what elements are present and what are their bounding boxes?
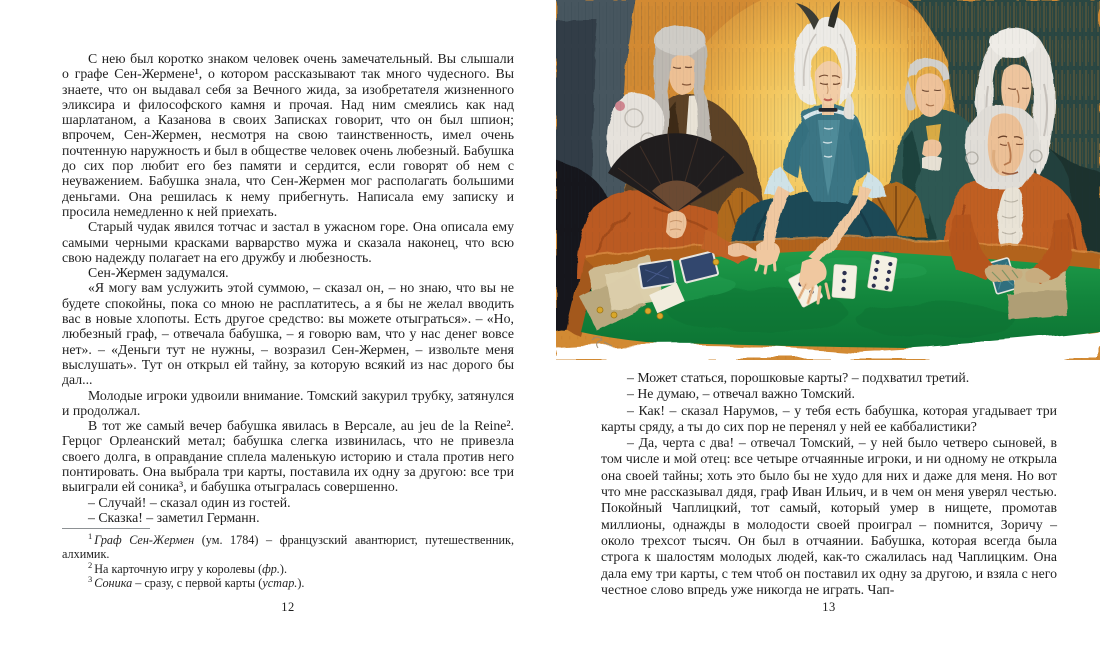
paragraph: Сен-Жермен задумался. [88,265,229,281]
footnote-marker: 1 [88,530,93,541]
card-two [832,264,857,299]
page-right-text [601,370,1057,598]
illustration-card-game [556,0,1100,360]
paragraph-dialogue: – Сказка! – заметил Германн. [88,509,260,525]
footnote-rule [62,528,150,529]
paragraph-dialogue: – Может статься, порошковые карты? – подхватил третий. [627,370,970,385]
paragraph: С нею был коротко знаком человек очень замечательный. Вы слышали о графе Сен-Жермене¹, о котором рассказывают так много чудесного. Вы знаете, что он выдавал себя за Вечного жида, за изобретателя жизненного эликсира и философского камня и прочая. Над ним смеялись как над шарлатаном, а Казанова в своих Записках говорит, что он был шпион; впрочем, Сен-Жермен, несмотря на свою таинственность, имел очень почтенную наружность и был в обществе человек очень любезный. Бабушка до сих пор любит его без памяти и сердится, если говорят об нем с неуважением. Бабушка знала, что Сен-Жермен мог располагать большими деньгами. Она решилась к нему прибегнуть. Написала ему записку и просила немедленно к ней приехать. [62,51,514,219]
footnote-marker: 3 [88,573,93,584]
page-number-right: 13 [822,600,836,614]
footnote-2: $^2$ На карточную игру у королевы (фр.). [88,559,288,576]
paragraph-dialogue: – Не думаю, – отвечал важно Томский. [627,386,855,402]
footnote-3: $^3$ Соника – сразу, с первой карты (устар.). [88,573,305,590]
footnote-1: $^1$ Граф Сен-Жермен (ум. 1784) – французский авантюрист, путешественник, алхимик. [62,530,515,562]
paragraph: «Я могу вам услужить этой суммою, – сказал он, – но знаю, что вы не будете спокойны, пока со мною не расплатитесь, а я бы не желал вводить вас в новые хлопоты. Есть другое средство: вы можете отыграться». – «Но, любезный граф, – отвечала бабушка, – я говорю вам, что у нас денег вовсе нет». – «Деньги тут не нужны, – возразил Сен-Жермен, – извольте меня выслушать». Тут он открыл ей тайну, за которую всякий из нас дорого бы дал... [62,280,514,388]
paragraph-dialogue: – Да, черта с два! – отвечал Томский, – у ней было четверо сыновей, в том числе и мой отец: все четыре отчаянные игроки, и ни одному не открыла она своей тайны; хоть это было бы не худо для них и даже для меня. Но вот что мне рассказывал дядя, граф Иван Ильич, и в чем он меня уверял честью. Покойный Чаплицкий, тот самый, который умер в нищете, промотав миллионы, однажды в молодости своей проиграл – помнится, Зоричу – около трехсот тысяч. Он был в отчаянии. Бабушка, которая всегда была строга к шалостям молодых людей, как-то сжалилась над Чаплицким. Она дала ему три карты, с тем чтоб он поставил их одну за другою, и взяла с него честное слово впредь уже никогда не играть. Чап- [601,435,1057,597]
footnotes-block [62,528,514,590]
card-three [867,254,897,291]
footnote-marker: 2 [88,559,93,570]
illustration-svg [556,0,1100,360]
paragraph-dialogue: – Случай! – сказал один из гостей. [88,494,291,510]
paragraph: Старый чудак явился тотчас и застал в ужасном горе. Она описала ему самыми черными красками варварство мужа и сказала наконец, что всю свою надежду полагает на его дружбу и любезность. [62,219,514,265]
paragraph: Молодые игроки удвоили внимание. Томский закурил трубку, затянулся и продолжал. [62,387,514,418]
page-left-text [62,51,514,525]
paragraph-dialogue: – Как! – сказал Нарумов, – у тебя есть бабушка, которая угадывает три карты сряду, а ты до сих пор не перенял у ней ее каббалистики? [601,402,1057,434]
paragraph: В тот же самый вечер бабушка явилась в Версале, au jeu de la Reine². Герцог Орлеанский метал; бабушка слегка извинилась, что не привезла своего долга, в оправдание сплела маленькую историю и стала против него понтировать. Она выбрала три карты, поставила их одну за другою: все три выиграли ей соника³, и бабушка отыгралась совершенно. [62,418,514,495]
page-number-left: 12 [281,600,295,614]
